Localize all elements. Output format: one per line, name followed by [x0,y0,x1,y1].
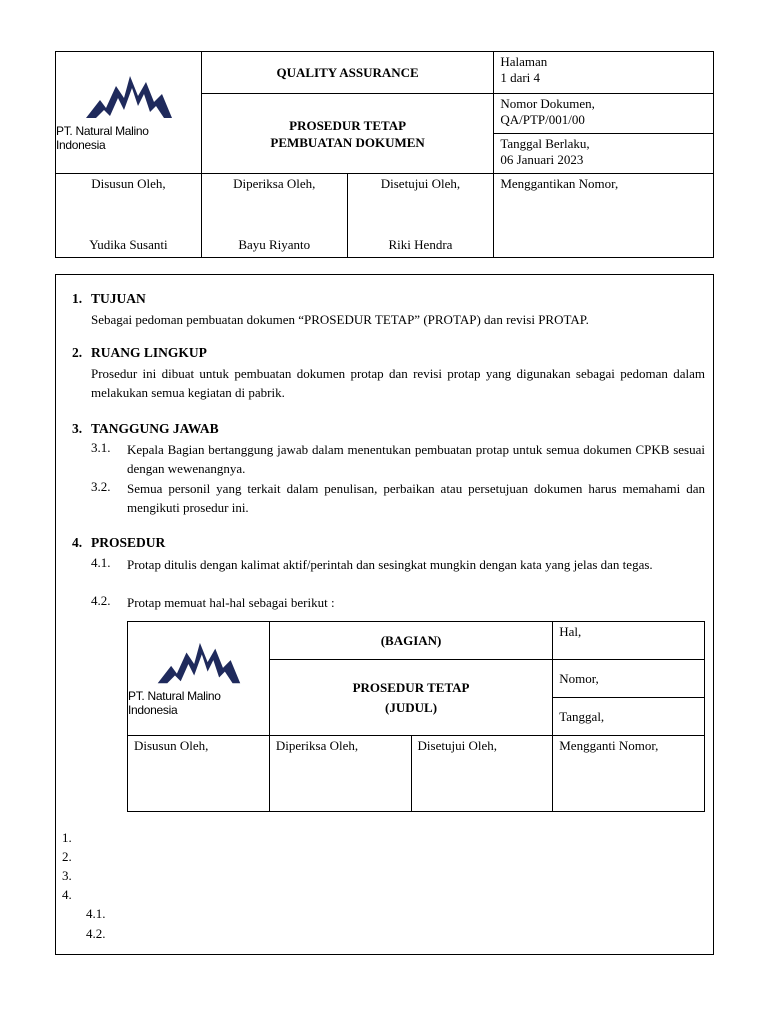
template-bagian-cell [269,622,552,660]
template-prepared-cell [128,736,270,812]
outline-item-2: 2. [62,849,72,864]
template-title-line2: (JUDUL) [385,699,438,715]
section-4-number: 4. [72,535,83,550]
checked-name: Bayu Riyanto [238,237,311,252]
prepared-label: Disusun Oleh, [91,176,166,191]
template-logo-cell [128,622,270,736]
replaces-label: Menggantikan Nomor, [500,176,619,191]
checked-cell [201,174,347,258]
date-value: 06 Januari 2023 [500,152,584,167]
company-logo-cell [56,52,202,174]
outline-item-4: 4. [62,887,72,902]
section-2-text: Prosedur ini dibuat untuk pembuatan dokumen protap dan revisi protap yang digunakan sebagai pedoman dalam melakukan semua kegiatan di pabrik. [91,366,705,400]
outline-item-4-2: 4.2. [86,926,106,941]
date-label: Tanggal Berlaku, [500,136,590,151]
company-name: PT. Natural Malino Indonesia [56,124,149,152]
mountain-logo-icon [78,72,178,124]
section-3-number: 3. [72,421,83,436]
template-nomor-cell [553,660,705,698]
template-checked-cell [269,736,411,812]
template-checked-label: Diperiksa Oleh, [275,738,359,753]
section-2-title: RUANG LINGKUP [91,345,207,360]
section-3-title: TANGGUNG JAWAB [91,421,219,436]
docnum-cell [494,94,714,134]
qa-title-cell [201,52,493,94]
section-1-text: Sebagai pedoman pembuatan dokumen “PROSEDUR TETAP” (PROTAP) dan revisi PROTAP. [91,312,589,327]
section-3-1-number: 3.1. [91,440,111,455]
approved-name: Riki Hendra [388,237,453,252]
page-value: 1 dari 4 [500,70,541,85]
doc-title-line2: PEMBUATAN DOKUMEN [270,134,425,150]
template-tanggal-cell [553,698,705,736]
section-4-title: PROSEDUR [91,535,166,550]
section-4-2-number: 4.2. [91,593,111,608]
section-3-1-text: Kepala Bagian bertanggung jawab dalam menentukan pembuatan protap untuk semua dokumen CPKB sesuai dengan wewenangnya. [127,442,705,476]
section-3-2-number: 3.2. [91,479,111,494]
section-3-2-text: Semua personil yang terkait dalam penulisan, perbaikan atau persetujuan dokumen harus memahami dan mengikuti prosedur ini. [127,481,705,515]
template-hal-label: Hal, [559,624,582,639]
prepared-cell [56,174,202,258]
template-title-cell [269,660,552,736]
template-company-name: PT. Natural Malino Indonesia [128,689,221,717]
outline-item-4-1: 4.1. [86,906,106,921]
outline-item-3: 3. [62,868,72,883]
template-header-table [127,621,705,812]
section-4-1-text: Protap ditulis dengan kalimat aktif/perintah dan sesingkat mungkin dengan kata yang jelas dan tegas. [127,557,653,572]
mountain-logo-icon [150,639,246,689]
template-approved-cell [411,736,553,812]
checked-label: Diperiksa Oleh, [233,176,316,191]
section-1-title: TUJUAN [91,291,146,306]
outline-item-1: 1. [62,830,72,845]
section-1-number: 1. [72,291,83,306]
template-bagian: (BAGIAN) [380,632,442,648]
doc-title-cell [201,94,493,174]
section-4-2-text: Protap memuat hal-hal sebagai berikut : [127,595,335,610]
page-label: Halaman [500,54,548,69]
template-approved-label: Disetujui Oleh, [417,738,497,753]
document-header-table [55,51,714,258]
approved-label: Disetujui Oleh, [380,176,461,191]
date-cell [494,134,714,174]
docnum-value: QA/PTP/001/00 [500,112,585,127]
template-nomor-label: Nomor, [559,670,599,686]
template-replaces-cell [553,736,705,812]
template-hal-cell [553,622,705,660]
docnum-label: Nomor Dokumen, [500,96,595,111]
doc-title-line1: PROSEDUR TETAP [289,117,407,133]
template-tanggal-label: Tanggal, [559,708,605,724]
template-replaces-label: Mengganti Nomor, [559,738,659,753]
section-4-1-number: 4.1. [91,555,111,570]
approved-cell [347,174,494,258]
section-2-number: 2. [72,345,83,360]
qa-title: QUALITY ASSURANCE [276,64,419,80]
template-prepared-label: Disusun Oleh, [134,738,209,753]
prepared-name: Yudika Susanti [89,237,168,252]
replaces-cell [494,174,714,258]
template-title-line1: PROSEDUR TETAP [352,679,470,695]
page-cell [494,52,714,94]
